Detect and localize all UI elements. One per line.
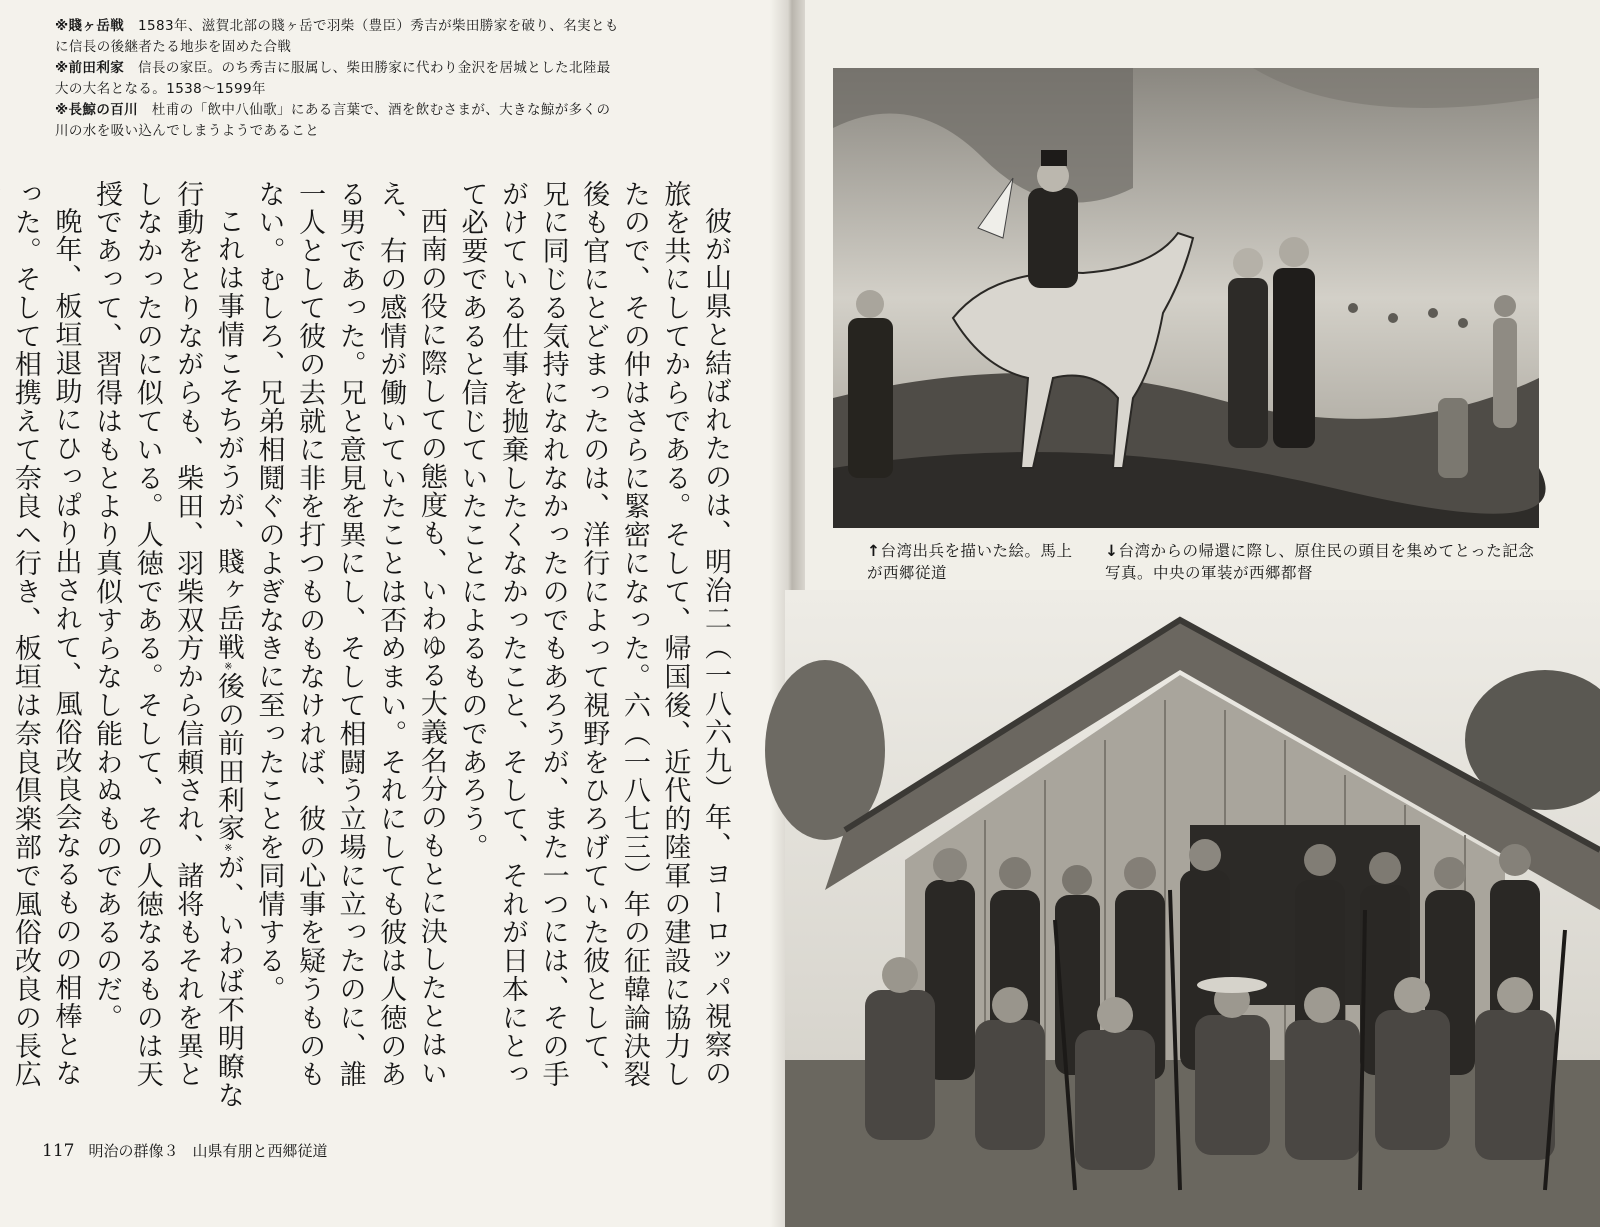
note-mark: ※ — [55, 102, 69, 118]
note-text: 川の水を吸い込んでしまうようであること — [55, 123, 320, 139]
note-text: 1583年、滋賀北部の賤ヶ岳で羽柴（豊臣）秀吉が柴田勝家を破り、名実とも — [124, 18, 619, 34]
paragraph: 西南の役に際しての態度も、いわゆる大義名分のもとに決したとはいえ、右の感情が働いていたことは否めまい。それにしても彼は人徳のある男であった。兄と意見を異にし、そして相闘う立場に立ったのに、誰一人として彼の去就に非を打つものもなければ、彼の心事を疑うものもない。むしろ、兄弟相鬩ぐのよぎなきに至ったことを同情する。 — [253, 180, 447, 1089]
footnotes — [55, 16, 735, 142]
page-number: 117 — [42, 1141, 75, 1161]
reference-mark: ※ — [222, 661, 234, 673]
group-photo-image — [785, 590, 1600, 1227]
painting-image — [833, 68, 1539, 528]
vertical-body-text — [9, 180, 735, 1115]
book-title: 山県有朋と西郷従道 — [192, 1142, 328, 1160]
footnote-line — [55, 58, 735, 79]
right-page — [805, 0, 1600, 1227]
footnote-line — [55, 16, 735, 37]
text-span: 後の前田利家 — [212, 672, 244, 843]
caption-bottom-image — [1105, 540, 1545, 584]
note-text: 大の大名となる。1538～1599年 — [55, 81, 266, 97]
paragraph: 彼が山県と結ばれたのは、明治二（一八六九）年、ヨーロッパ視察の旅を共にしてからである。そして、帰国後、近代的陸軍の建設に協力したので、その仲はさらに緊密になった。六（一八七三）年の征韓論決裂後も官にとどまったのは、洋行によって視野をひろげていた彼として、兄に同じる気持になれなかったのでもあろうが、また一つには、その手がけている仕事を抛棄したくなかったこと、そして、それが日本にとって必要であると信じていたことによるものであろう。 — [456, 180, 731, 1089]
caption-text: 台湾出兵を描いた絵。馬上が西郷従道 — [867, 542, 1073, 582]
note-text: に信長の後継者たる地歩を固めた合戦 — [55, 39, 292, 55]
note-term: 賤ヶ岳戦 — [68, 18, 125, 34]
footnote-line — [55, 79, 735, 100]
series-title: 明治の群像３ — [88, 1142, 179, 1160]
note-term: 前田利家 — [68, 60, 125, 76]
note-mark: ※ — [55, 18, 69, 34]
painting-illustration — [833, 68, 1539, 528]
note-text: 杜甫の「飲中八仙歌」にある言葉で、酒を飲むさまが、大きな鯨が多くの — [138, 102, 611, 118]
left-page — [0, 0, 790, 1227]
page-footer — [42, 1140, 402, 1161]
text-span: これは事情こそちがうが、賤ヶ岳戦 — [212, 207, 244, 662]
text-span: が、いわば不明瞭な行動をとりながらも、柴田、羽柴双方から信頼され、諸将もそれを異としなかったのに似ている。人徳である。そして、その人徳なるものは天授であって、習得はもとより真似すらなし能わぬものであるのだ。 — [91, 180, 244, 1110]
footnote-line — [55, 121, 735, 142]
note-mark: ※ — [55, 60, 69, 76]
footnote-line — [55, 100, 735, 121]
paragraph — [86, 180, 248, 1115]
caption-top-image — [867, 540, 1082, 584]
note-term: 長鯨の百川 — [68, 102, 139, 118]
reference-mark: ※ — [222, 842, 234, 854]
caption-text: 台湾からの帰還に際し、原住民の頭目を集めてとった記念写真。中央の軍装が西郷都督 — [1105, 542, 1535, 582]
arrow-up-icon: ↑ — [867, 542, 881, 560]
group-photo-illustration — [785, 590, 1600, 1227]
arrow-down-icon: ↓ — [1105, 542, 1119, 560]
footnote-line — [55, 37, 735, 58]
note-text: 信長の家臣。のち秀吉に服属し、柴田勝家に代わり金沢を居城とした北陸最 — [124, 60, 611, 76]
paragraph: 晩年、板垣退助にひっぱり出されて、風俗改良会なるものの相棒となった。そして相携えて奈良へ行き、板垣は奈良倶楽部で風俗改良の長広 — [9, 180, 82, 1089]
